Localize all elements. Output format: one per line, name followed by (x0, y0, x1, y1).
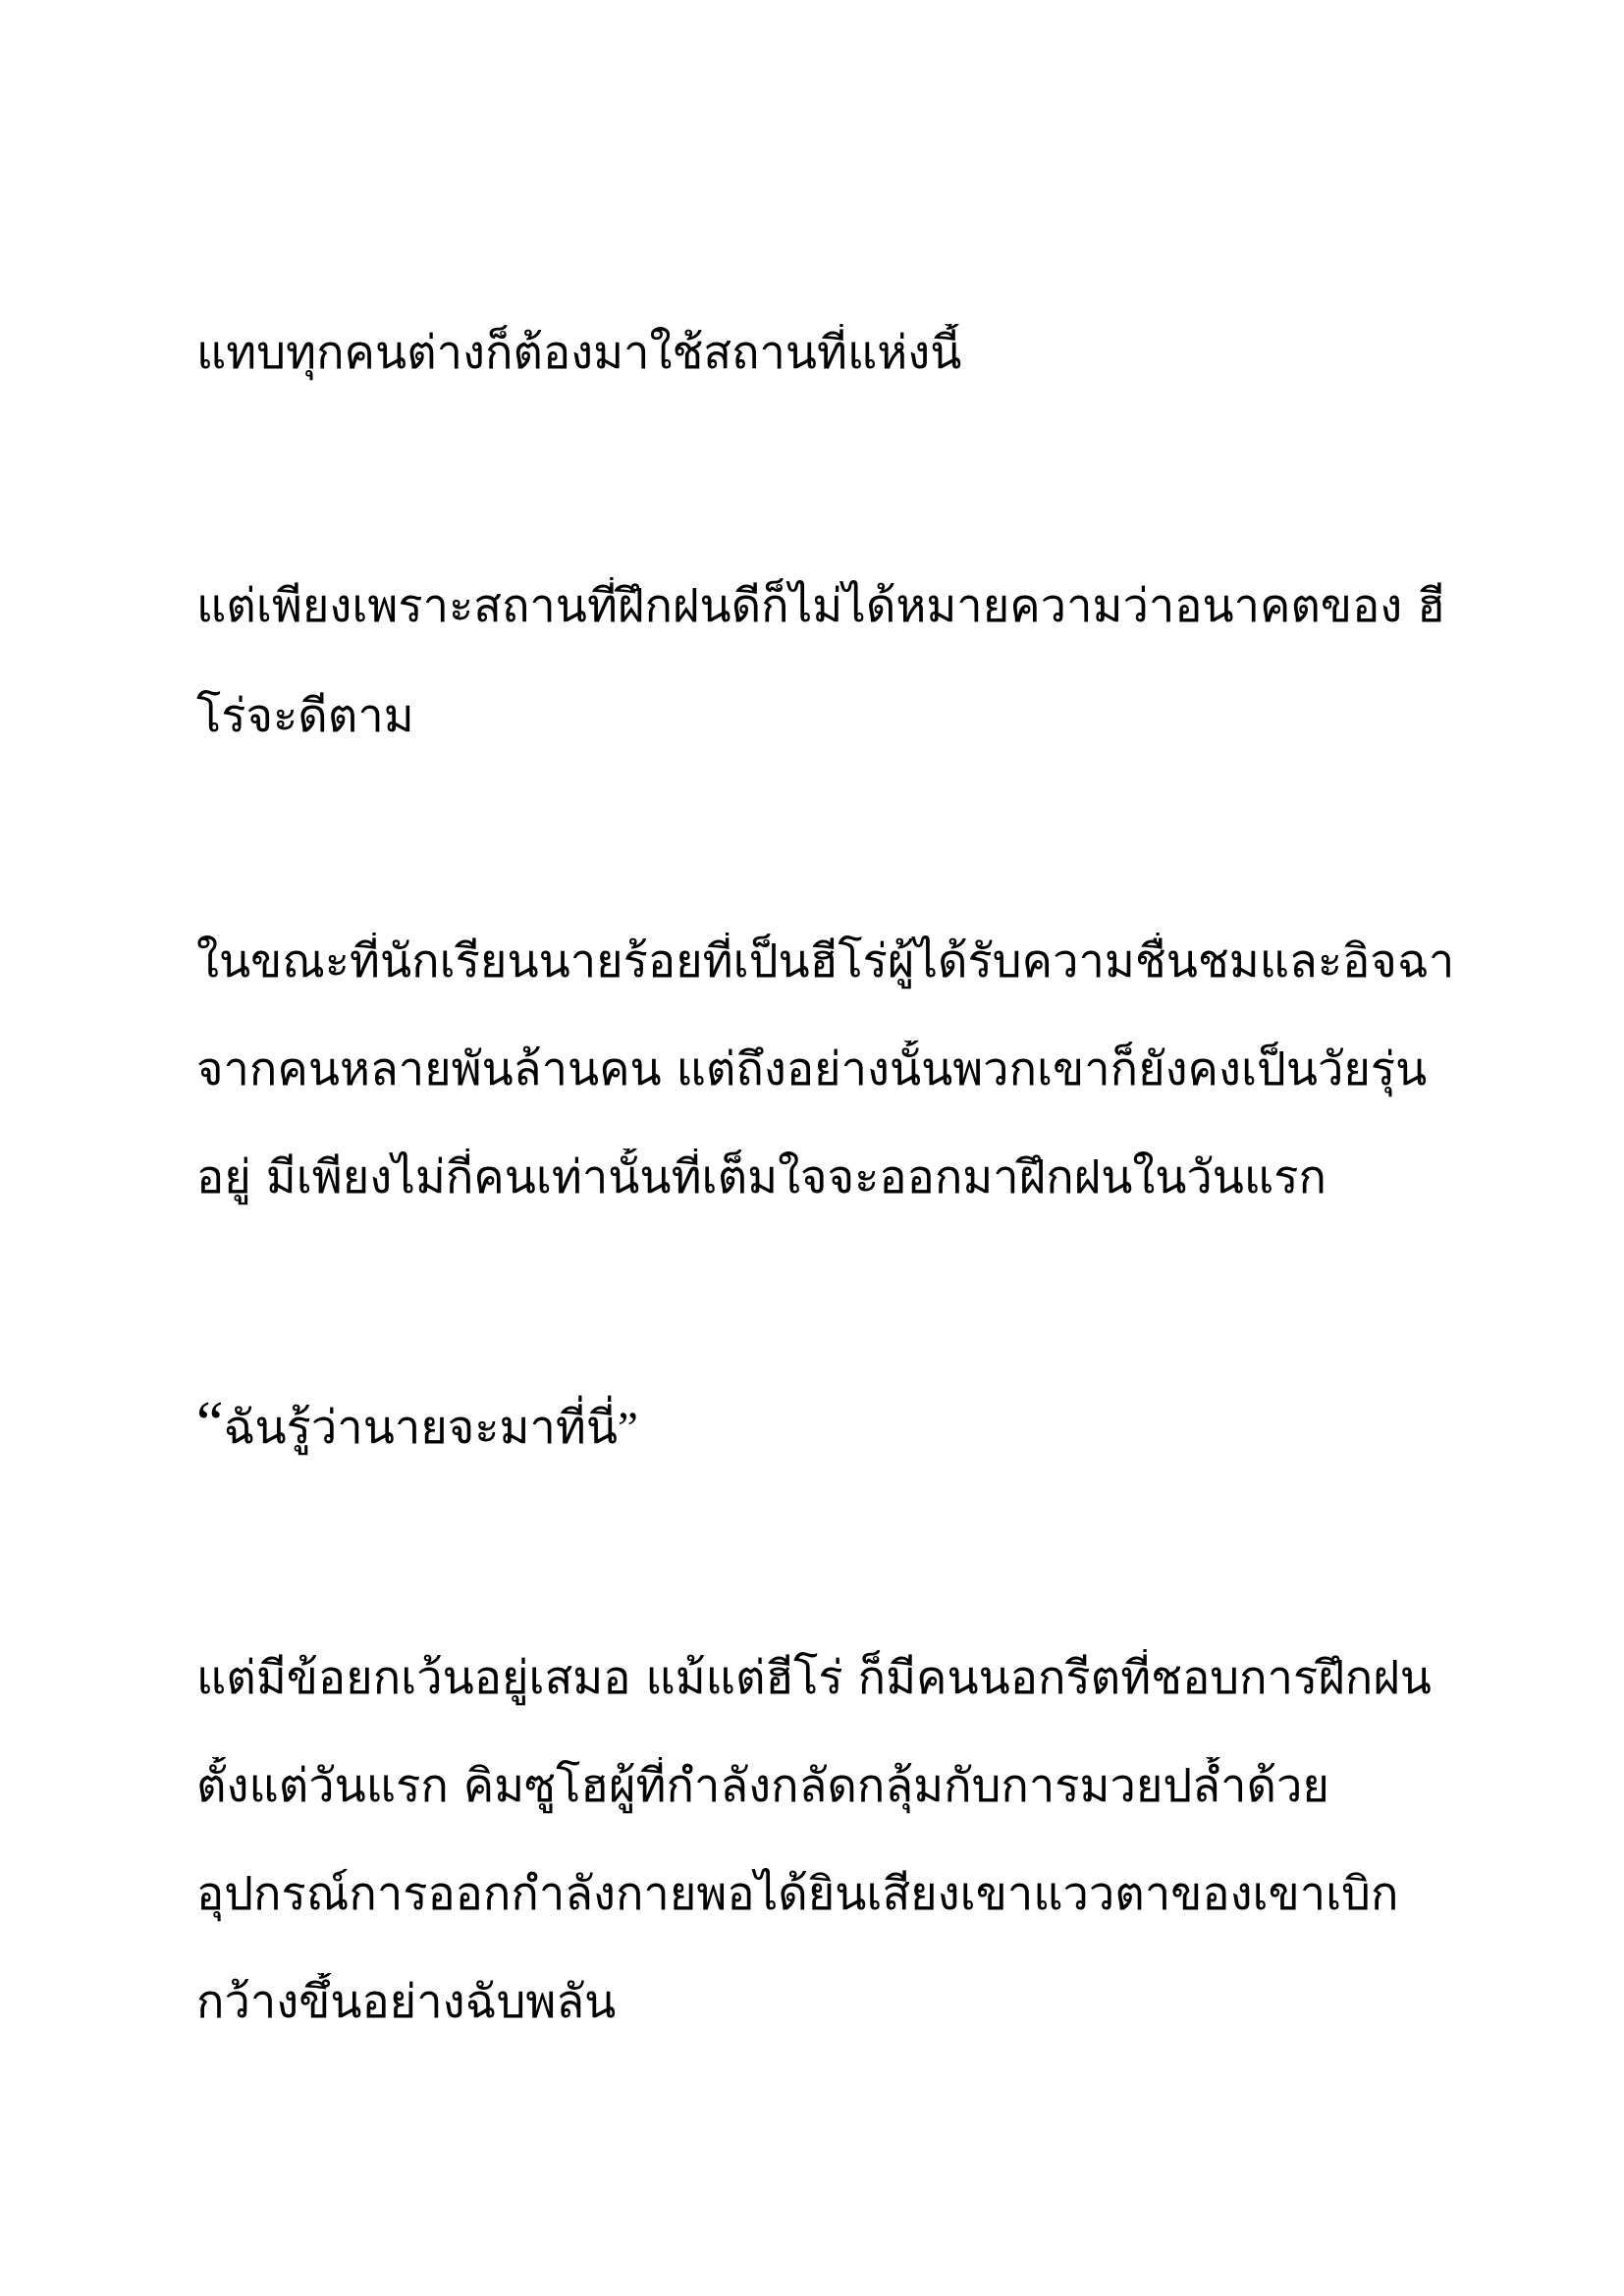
paragraph-3-line-2: จากคนหลายพันล้านคน แต่ถึงอย่างนั้นพวกเขาก็ยังคงเป็นวัยรุ่น (196, 1042, 1428, 1096)
paragraph-3-line-1: ในขณะที่นักเรียนนายร้อยที่เป็นฮีโร่ผู้ได้รับความชื่นชมและอิจฉา (196, 934, 1455, 988)
paragraph-2-line-1: แต่เพียงเพราะสถานที่ฝึกฝนดีก็ไม่ได้หมายความว่าอนาคตของ ฮี (196, 579, 1445, 633)
open-quote-mark: “ (196, 1394, 224, 1457)
paragraph-2-line-2: โร่จะดีตาม (196, 689, 414, 743)
quote-line (196, 1394, 1463, 1458)
paragraph-1-line-1: แทบทุกคนต่างก็ต้องมาใช้สถานที่แห่งนี้ (196, 326, 962, 380)
paragraph-5-line-3: อุปกรณ์การออกกำลังกายพอได้ยินเสียงเขาแววตาของเขาเบิก (196, 1867, 1399, 1921)
quote-text: ฉันรู้ว่านายจะมาที่นี่ (223, 1401, 619, 1455)
close-quote-mark: ” (618, 1403, 638, 1454)
paragraph-3-line-3: อยู่ มีเพียงไม่กี่คนเท่านั้นที่เต็มใจจะออกมาฝึกฝนในวันแรก (196, 1150, 1326, 1204)
paragraph-5-line-1: แต่มีข้อยกเว้นอยู่เสมอ แม้แต่ฮีโร่ ก็มีคนนอกรีตที่ชอบการฝึกฝน (196, 1651, 1432, 1705)
paragraph-5-line-4: กว้างขึ้นอย่างฉับพลัน (196, 1975, 617, 2029)
paragraph-5-line-2: ตั้งแต่วันแรก คิมซูโฮผู้ที่กำลังกลัดกลุ้มกับการมวยปล้ำด้วย (196, 1759, 1329, 1813)
